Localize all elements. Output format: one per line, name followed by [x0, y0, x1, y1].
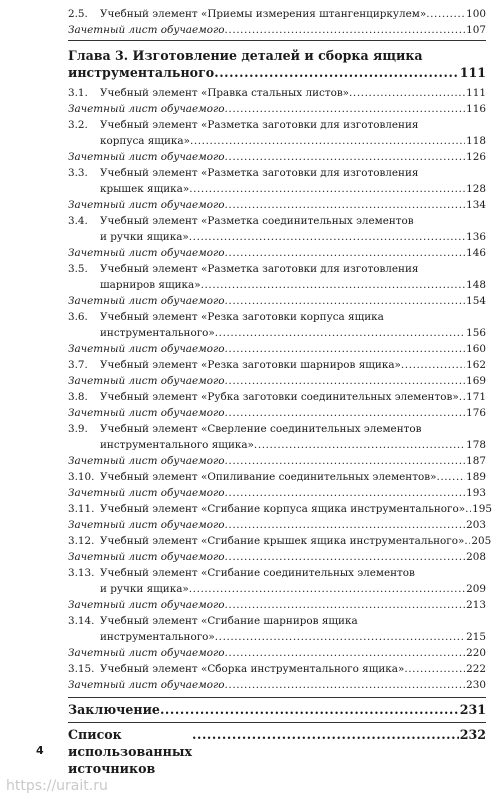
sheet-label: Зачетный лист обучаемого [68, 551, 225, 563]
section-number: 3.7. [68, 359, 88, 371]
section-number: 3.4. [68, 215, 88, 227]
leader-dots [225, 245, 466, 261]
toc-sheet-row [68, 149, 486, 165]
entry-title-line: Учебный элемент «Сверление соединительных элементов [100, 423, 422, 435]
page-number: 4 [36, 744, 44, 757]
divider [68, 722, 486, 723]
page-ref: 215 [466, 631, 486, 643]
section-number: 3.9. [68, 423, 88, 435]
page-ref: 220 [466, 647, 486, 659]
chapter-title-text: инструментального [68, 65, 215, 80]
conclusion-title: Заключение [68, 702, 160, 717]
entry-last-line [100, 629, 486, 645]
leader-dots [189, 581, 465, 597]
toc-entry [68, 85, 486, 101]
leader-dots [225, 517, 466, 533]
page-ref: 107 [466, 24, 486, 36]
toc-sheet-row [68, 405, 486, 421]
page-ref: 160 [466, 343, 486, 355]
entry-title: и ручки ящика» [100, 583, 189, 595]
entry-last-line [100, 325, 486, 341]
entry-body [100, 533, 492, 549]
leader-dots [225, 22, 466, 38]
toc-entry [68, 661, 486, 677]
entry-body [100, 85, 486, 101]
toc-sheet-row [68, 341, 486, 357]
page-ref: 203 [466, 519, 486, 531]
toc-entry [68, 469, 486, 485]
page-ref: 148 [466, 279, 486, 291]
entry-body [100, 389, 486, 405]
entry-title: и ручки ящика» [100, 231, 189, 243]
sheet-label: Зачетный лист обучаемого [68, 519, 225, 531]
section-number: 3.12. [68, 535, 95, 547]
toc-entries [68, 85, 492, 693]
leader-dots [225, 405, 466, 421]
toc-entry [68, 613, 486, 645]
entry-title: Учебный элемент «Рубка заготовки соединительных элементов» [100, 391, 459, 403]
toc-entry [68, 533, 492, 549]
page-ref: 100 [466, 8, 486, 20]
toc-entry [68, 165, 486, 197]
leader-dots [160, 701, 459, 718]
entry-body [100, 501, 492, 517]
page-ref: 209 [466, 583, 486, 595]
page-ref: 126 [466, 151, 486, 163]
sheet-label: Зачетный лист обучаемого [68, 151, 225, 163]
toc-entry [68, 309, 486, 341]
page-ref: 118 [466, 135, 486, 147]
section-number: 3.15. [68, 663, 95, 675]
leader-dots [201, 277, 466, 293]
page-ref: 208 [466, 551, 486, 563]
leader-dots [215, 325, 465, 341]
chapter-title-line2 [68, 64, 486, 81]
toc-sheet-row [68, 245, 486, 261]
leader-dots [225, 645, 466, 661]
toc-references [68, 726, 486, 777]
page-ref: 193 [466, 487, 486, 499]
toc-top-section [68, 6, 486, 38]
leader-dots [189, 181, 465, 197]
toc-sheet-row [68, 293, 486, 309]
entry-body [100, 421, 486, 453]
page-ref: 134 [466, 199, 486, 211]
leader-dots [401, 357, 465, 373]
sheet-label: Зачетный лист обучаемого [68, 455, 225, 467]
entry-last-line [100, 277, 486, 293]
divider [68, 40, 486, 41]
page-ref: 232 [459, 727, 486, 742]
entry-title: Учебный элемент «Резка заготовки шарниров ящика» [100, 359, 401, 371]
sheet-label: Зачетный лист обучаемого [68, 343, 225, 355]
section-number: 3.1. [68, 87, 88, 99]
sheet-label: Зачетный лист обучаемого [68, 679, 225, 691]
entry-body [100, 213, 486, 245]
toc-sheet-row [68, 549, 486, 565]
entry-body [100, 165, 486, 197]
section-number: 3.3. [68, 167, 88, 179]
entry-last-line [100, 389, 486, 405]
page-ref: 189 [466, 471, 486, 483]
sheet-label: Зачетный лист обучаемого [68, 487, 225, 499]
leader-dots [254, 437, 465, 453]
toc-sheet-row [68, 485, 486, 501]
leader-dots [192, 726, 459, 743]
sheet-label: Зачетный лист обучаемого [68, 24, 225, 36]
entry-title-line: Учебный элемент «Сгибание шарниров ящика [100, 615, 358, 627]
toc-sheet-row [68, 197, 486, 213]
entry-title: инструментального» [100, 327, 215, 339]
sheet-label: Зачетный лист обучаемого [68, 375, 225, 387]
entry-title: крышек ящика» [100, 183, 190, 195]
entry-last-line [100, 533, 492, 549]
leader-dots [426, 6, 465, 22]
leader-dots [225, 677, 466, 693]
leader-dots [225, 549, 466, 565]
entry-last-line [100, 133, 486, 149]
section-number: 3.14. [68, 615, 95, 627]
watermark: https://urait.ru [6, 778, 108, 794]
entry-last-line [100, 661, 486, 677]
section-number: 3.10. [68, 471, 95, 483]
entry-last-line [100, 85, 486, 101]
chapter-heading [68, 47, 486, 81]
entry-title: Учебный элемент «Приемы измерения штангенциркулем» [100, 8, 427, 20]
entry-title-line: Учебный элемент «Разметка заготовки для изготовления [100, 263, 419, 275]
leader-dots [349, 85, 465, 101]
toc-sheet-row [68, 645, 486, 661]
divider [68, 697, 486, 698]
section-number: 3.8. [68, 391, 88, 403]
page-ref: 176 [466, 407, 486, 419]
page-ref: 205 [471, 535, 492, 547]
entry-body [100, 613, 486, 645]
leader-dots [225, 341, 466, 357]
entry-last-line [100, 6, 486, 22]
sheet-label: Зачетный лист обучаемого [68, 407, 225, 419]
page-ref: 156 [466, 327, 486, 339]
section-number: 3.13. [68, 567, 95, 579]
leader-dots [225, 453, 466, 469]
toc-entry [68, 565, 486, 597]
toc-sheet-row [68, 101, 486, 117]
page-ref: 230 [466, 679, 486, 691]
toc-entry [68, 421, 486, 453]
page-ref: 171 [466, 391, 486, 403]
toc-entry [68, 213, 486, 245]
entry-last-line [100, 437, 486, 453]
leader-dots [215, 629, 465, 645]
sheet-label: Зачетный лист обучаемого [68, 247, 225, 259]
toc-sheet-row [68, 453, 486, 469]
entry-body [100, 565, 486, 597]
entry-body [100, 309, 486, 341]
leader-dots [225, 197, 466, 213]
sheet-label: Зачетный лист обучаемого [68, 103, 225, 115]
entry-body [100, 469, 486, 485]
entry-title-line: Учебный элемент «Разметка заготовки для изготовления [100, 119, 419, 131]
entry-title: инструментального ящика» [100, 439, 254, 451]
toc-entry [68, 6, 486, 22]
entry-title-line: Учебный элемент «Резка заготовки корпуса ящика [100, 311, 384, 323]
entry-last-line [100, 357, 486, 373]
entry-title: Учебный элемент «Сборка инструментального ящика» [100, 663, 405, 675]
entry-last-line [100, 581, 486, 597]
leader-dots [190, 133, 465, 149]
toc-entry [68, 357, 486, 373]
entry-title: инструментального» [100, 631, 215, 643]
entry-last-line [100, 501, 492, 517]
page-ref: 169 [466, 375, 486, 387]
toc-sheet-row [68, 677, 486, 693]
entry-title: Учебный элемент «Опиливание соединительных элементов» [100, 471, 437, 483]
leader-dots [225, 101, 466, 117]
section-number: 3.5. [68, 263, 88, 275]
page-ref: 136 [466, 231, 486, 243]
page-ref: 128 [466, 183, 486, 195]
toc-sheet-row [68, 597, 486, 613]
sheet-label: Зачетный лист обучаемого [68, 199, 225, 211]
sheet-label: Зачетный лист обучаемого [68, 599, 225, 611]
entry-body [100, 117, 486, 149]
leader-dots [214, 64, 459, 81]
leader-dots [225, 373, 466, 389]
toc-conclusion [68, 701, 486, 718]
references-title: Список использованных источников [68, 727, 192, 776]
entry-last-line [100, 229, 486, 245]
entry-body [100, 357, 486, 373]
entry-title: Учебный элемент «Сгибание корпуса ящика инструментального» [100, 503, 466, 515]
entry-title-line: Учебный элемент «Разметка заготовки для изготовления [100, 167, 419, 179]
sheet-label: Зачетный лист обучаемого [68, 295, 225, 307]
page-ref: 222 [466, 663, 486, 675]
entry-body [100, 661, 486, 677]
toc-sheet-row [68, 373, 486, 389]
page-ref: 187 [466, 455, 486, 467]
entry-body [100, 261, 486, 293]
leader-dots [189, 229, 465, 245]
toc-entry [68, 261, 486, 293]
section-number: 3.11. [68, 503, 95, 515]
entry-last-line [100, 469, 486, 485]
leader-dots [225, 485, 466, 501]
page-ref: 111 [459, 65, 486, 80]
page-ref: 195 [472, 503, 492, 515]
section-number: 2.5. [68, 8, 88, 20]
page-ref: 213 [466, 599, 486, 611]
toc-sheet-row [68, 517, 486, 533]
sheet-label: Зачетный лист обучаемого [68, 647, 225, 659]
page-ref: 154 [466, 295, 486, 307]
entry-title: шарниров ящика» [100, 279, 201, 291]
page-ref: 111 [466, 87, 486, 99]
entry-title-line: Учебный элемент «Сгибание соединительных элементов [100, 567, 415, 579]
entry-title: Учебный элемент «Сгибание крышек ящика инструментального» [100, 535, 465, 547]
leader-dots [225, 293, 466, 309]
leader-dots [225, 149, 466, 165]
entry-title: Учебный элемент «Правка стальных листов» [100, 87, 350, 99]
table-of-contents [68, 6, 492, 777]
leader-dots [225, 597, 466, 613]
page-ref: 162 [466, 359, 486, 371]
entry-body [100, 6, 486, 22]
page-ref: 116 [466, 103, 486, 115]
entry-title-line: Учебный элемент «Разметка соединительных элементов [100, 215, 414, 227]
toc-sheet-row [68, 22, 486, 38]
entry-last-line [100, 181, 486, 197]
toc-entry [68, 117, 486, 149]
page-ref: 178 [466, 439, 486, 451]
leader-dots [404, 661, 465, 677]
section-number: 3.2. [68, 119, 88, 131]
page-ref: 146 [466, 247, 486, 259]
page-ref: 231 [459, 702, 486, 717]
toc-entry [68, 501, 492, 517]
leader-dots [436, 469, 465, 485]
entry-title: корпуса ящика» [100, 135, 190, 147]
section-number: 3.6. [68, 311, 88, 323]
toc-entry [68, 389, 486, 405]
chapter-title-line1: Глава 3. Изготовление деталей и сборка ящика [68, 48, 423, 63]
